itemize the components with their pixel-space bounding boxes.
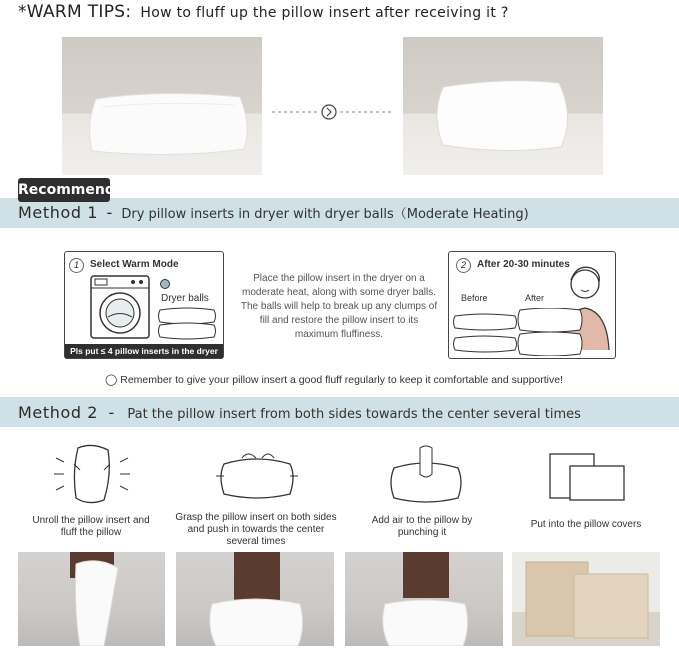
dryer-balls-label: Dryer balls <box>161 293 209 304</box>
method2-dash: - <box>108 403 115 422</box>
step2-box <box>448 251 616 359</box>
step-photo-1 <box>18 552 165 646</box>
before-label: Before <box>461 293 488 303</box>
reminder-line <box>105 373 563 386</box>
stacked-pillows-icon <box>157 306 217 342</box>
fluffed-pillow-photo <box>403 37 603 175</box>
step-caption-2: Grasp the pillow insert on both sides and push in towards the center several times <box>175 512 337 547</box>
unroll-fluff-icon <box>52 440 132 506</box>
step1-box <box>64 251 224 359</box>
step-photo-3 <box>345 552 503 646</box>
punch-air-icon <box>386 444 466 510</box>
flat-pillow-image <box>62 37 262 175</box>
method2-title: Method 2 <box>18 403 99 422</box>
step1-note-bar <box>65 344 223 358</box>
fluffed-pillow-image <box>403 37 603 175</box>
arrow-connector <box>272 104 394 120</box>
warm-tips-lead: *WARM TIPS: <box>18 2 132 22</box>
washing-machine-icon <box>89 274 153 340</box>
method2-description: Pat the pillow insert from both sides towards the center several times <box>127 407 581 422</box>
grasp-push-icon <box>212 448 302 504</box>
step-photo-2 <box>176 552 334 646</box>
step-photo-4 <box>512 552 660 646</box>
step-caption-4: Put into the pillow covers <box>530 519 642 530</box>
before-after-pillows-icon <box>452 308 584 356</box>
step1-label: Select Warm Mode <box>90 259 179 270</box>
step-caption-3: Add air to the pillow by punching it <box>371 515 473 538</box>
recommend-badge: Recommend <box>18 178 110 202</box>
reminder-text: Remember to give your pillow insert a good fluff regularly to keep it comfortable and supportive! <box>120 374 564 386</box>
method1-title: Method 1 <box>18 203 99 222</box>
flat-pillow-photo <box>62 37 262 175</box>
step2-label: After 20-30 minutes <box>477 259 570 270</box>
after-label: After <box>525 293 545 303</box>
warm-tips-question: How to fluff up the pillow insert after receiving it ? <box>140 5 509 21</box>
lightbulb-icon: ◯ <box>105 374 118 386</box>
step-caption-1: Unroll the pillow insert and fluff the pillow <box>32 515 150 538</box>
warm-tips-heading <box>18 2 509 22</box>
method2-heading <box>18 403 581 423</box>
method1-heading <box>18 203 529 223</box>
step1-number: 1 <box>69 258 84 273</box>
method1-dash: - <box>106 203 113 222</box>
pillow-covers-icon <box>548 452 628 504</box>
method1-middle-text: Place the pillow insert in the dryer on a moderate heat, along with some dryer balls. The balls will help to break up any clumps of fill and restore the pillow insert to its maximum fluffiness. <box>240 273 438 340</box>
method1-description: Dry pillow inserts in dryer with dryer balls（Moderate Heating) <box>121 207 529 222</box>
step2-number: 2 <box>456 258 471 273</box>
dryer-ball-icon <box>159 278 171 290</box>
step1-note: Pls put ≤ 4 pillow inserts in the dryer <box>70 346 218 356</box>
